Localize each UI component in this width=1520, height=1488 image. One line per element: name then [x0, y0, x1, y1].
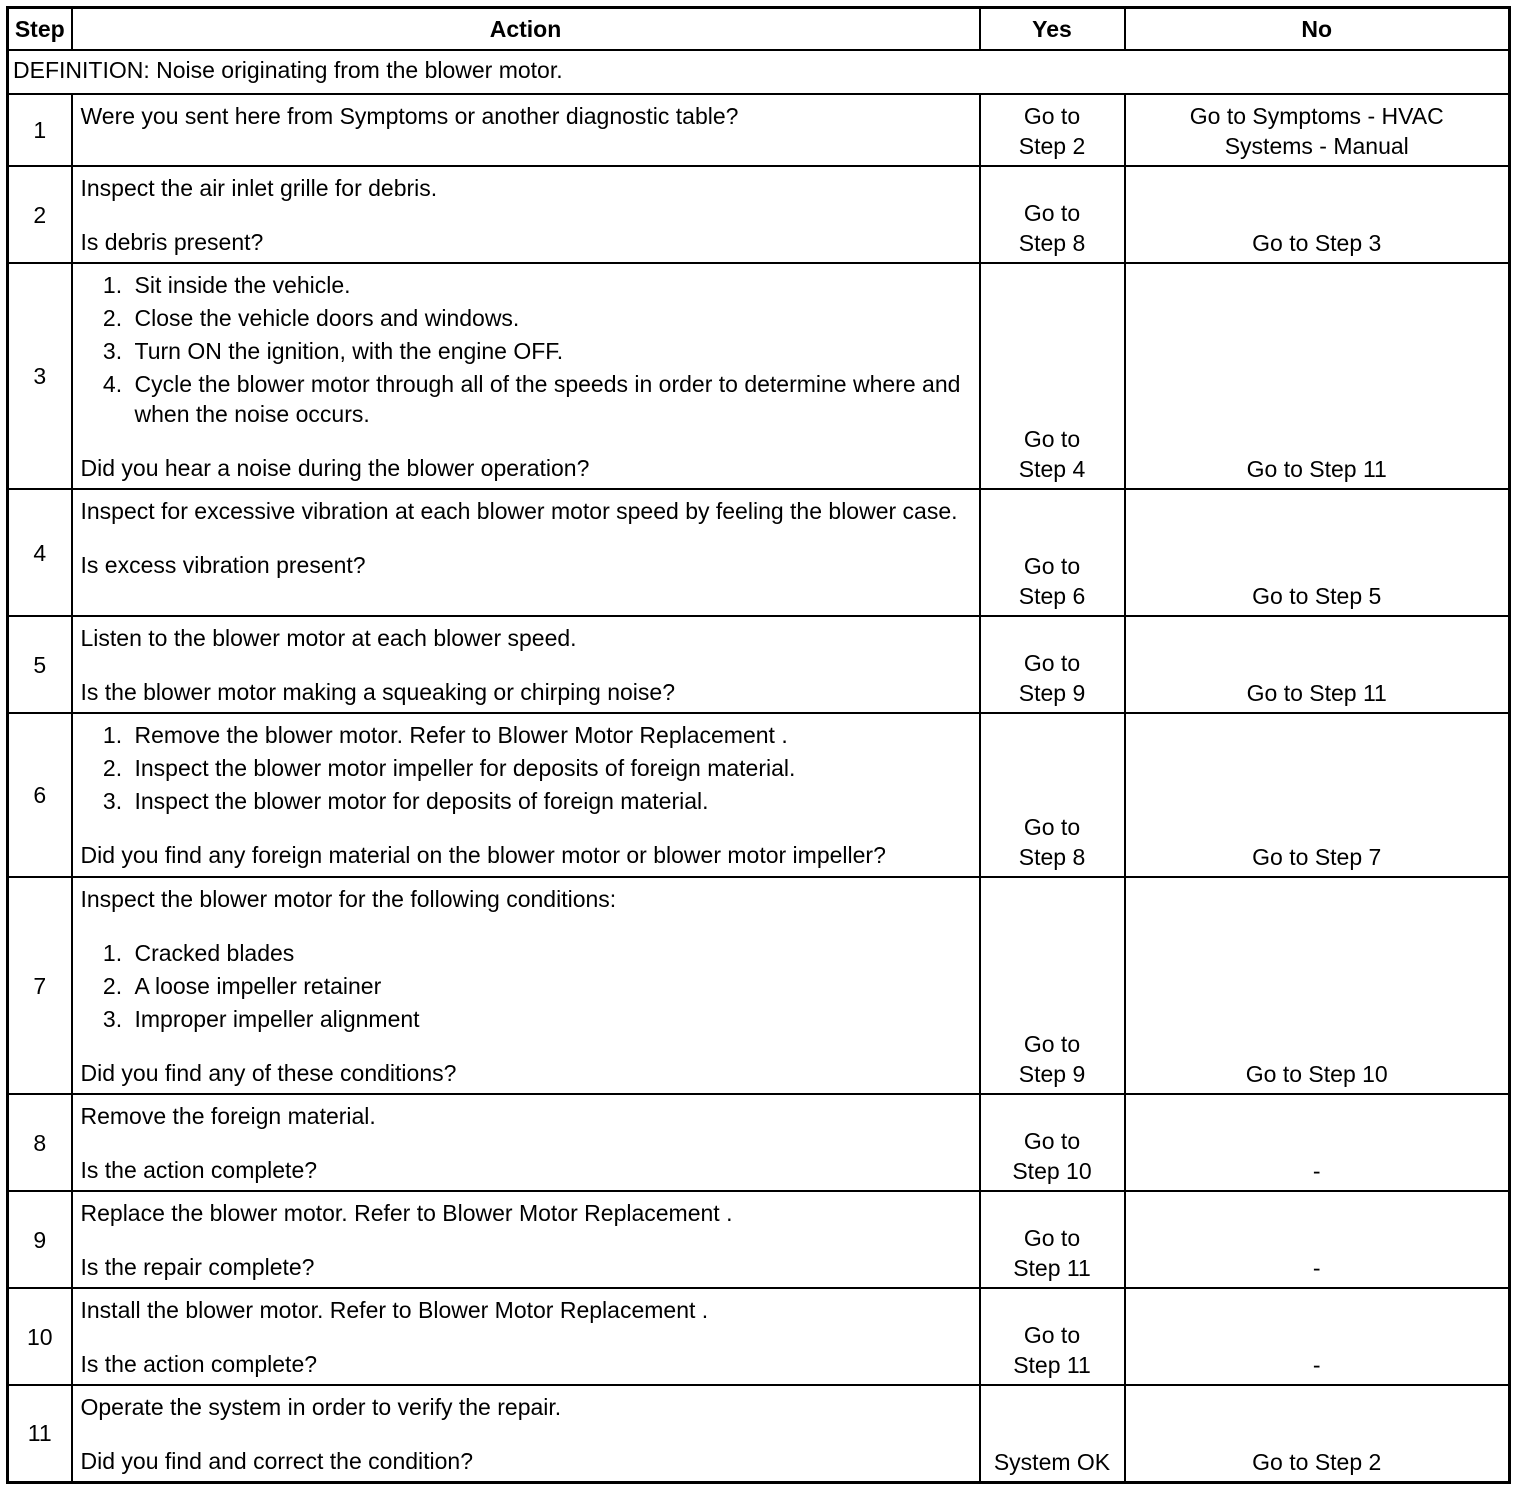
action-cell — [72, 1288, 980, 1385]
step-number: 3 — [8, 263, 72, 489]
diagnostic-table — [6, 6, 1511, 1484]
step-number: 7 — [8, 877, 72, 1094]
action-question: Did you hear a noise during the blower operation? — [80, 455, 590, 481]
action-step-item: 3. Inspect the blower motor for deposits of foreign material. — [129, 786, 971, 816]
table-row — [8, 263, 1510, 489]
yes-cell — [980, 263, 1125, 489]
header-row — [8, 8, 1510, 51]
header-yes: Yes — [980, 8, 1125, 51]
action-question: Is the action complete? — [80, 1157, 318, 1183]
yes-text: Go to — [1023, 553, 1081, 579]
action-question: Is the blower motor making a squeaking or chirping noise? — [80, 679, 675, 705]
action-intro: Inspect for excessive vibration at each blower motor speed by feeling the blower case. — [80, 498, 958, 524]
step-number: 5 — [8, 616, 72, 713]
definition-text: DEFINITION: Noise originating from the blower motor. — [8, 50, 1510, 94]
table-row — [8, 713, 1510, 877]
no-text: Go to Symptoms - HVAC — [1189, 103, 1444, 129]
yes-text: Go to — [1023, 1031, 1081, 1057]
action-steps-list — [81, 720, 971, 816]
no-cell — [1125, 616, 1510, 713]
action-cell — [72, 616, 980, 713]
no-text: Go to Step 2 — [1252, 1448, 1382, 1475]
no-cell — [1125, 166, 1510, 263]
action-cell — [72, 877, 980, 1094]
action-cell — [72, 1191, 980, 1288]
no-text: Go to Step 7 — [1252, 844, 1382, 870]
table-row — [8, 877, 1510, 1094]
yes-cell — [980, 1288, 1125, 1385]
yes-text: Go to — [1023, 1128, 1081, 1154]
action-question: Did you find and correct the condition? — [80, 1448, 474, 1474]
action-question: Is the action complete? — [80, 1351, 318, 1377]
action-step-item: 2. Inspect the blower motor impeller for deposits of foreign material. — [129, 753, 971, 783]
no-text: Go to Step 5 — [1252, 583, 1382, 609]
yes-text: Go to — [1023, 814, 1081, 840]
action-steps-list — [81, 270, 971, 429]
action-step-item: 2. A loose impeller retainer — [129, 971, 971, 1001]
step-number: 10 — [8, 1288, 72, 1385]
action-intro: Operate the system in order to verify the repair. — [80, 1394, 562, 1420]
yes-text: System OK — [993, 1448, 1111, 1475]
table-row — [8, 1288, 1510, 1385]
action-cell — [72, 713, 980, 877]
no-cell — [1125, 489, 1510, 616]
header-step: Step — [8, 8, 72, 51]
definition-row — [8, 50, 1510, 94]
action-step-item: 1. Remove the blower motor. Refer to Blower Motor Replacement . — [129, 720, 971, 750]
no-text: - — [1312, 1255, 1321, 1281]
yes-cell — [980, 1191, 1125, 1288]
no-cell — [1125, 263, 1510, 489]
table-row — [8, 94, 1510, 166]
no-text: - — [1312, 1158, 1321, 1184]
action-intro: Install the blower motor. Refer to Blower Motor Replacement . — [80, 1297, 709, 1323]
action-question: Is the repair complete? — [80, 1254, 315, 1280]
yes-text: Go to — [1023, 1322, 1081, 1348]
action-step-item: 4. Cycle the blower motor through all of the speeds in order to determine where and when the noise occurs. — [129, 369, 971, 429]
step-number: 4 — [8, 489, 72, 616]
action-question: Is excess vibration present? — [80, 552, 366, 578]
table-row — [8, 1385, 1510, 1482]
yes-cell — [980, 489, 1125, 616]
action-cell — [72, 94, 980, 166]
step-number: 9 — [8, 1191, 72, 1288]
action-intro: Listen to the blower motor at each blower speed. — [80, 625, 577, 651]
no-text: Go to Step 11 — [1246, 680, 1387, 706]
no-cell — [1125, 1385, 1510, 1482]
step-number: 6 — [8, 713, 72, 877]
yes-text: Step 9 — [1018, 1061, 1086, 1087]
table-row — [8, 166, 1510, 263]
no-cell — [1125, 94, 1510, 166]
yes-cell — [980, 1094, 1125, 1191]
yes-text: Go to — [1023, 1225, 1081, 1251]
table-row — [8, 489, 1510, 616]
yes-text: Go to — [1023, 103, 1081, 129]
yes-cell — [980, 1385, 1125, 1482]
action-question: Did you find any of these conditions? — [80, 1060, 457, 1086]
action-question: Is debris present? — [80, 229, 264, 255]
yes-text: Step 2 — [1018, 133, 1086, 159]
yes-text: Step 9 — [1018, 680, 1086, 706]
action-step-item: 2. Close the vehicle doors and windows. — [129, 303, 971, 333]
yes-cell — [980, 166, 1125, 263]
no-text: Go to Step 10 — [1245, 1061, 1388, 1087]
action-intro: Replace the blower motor. Refer to Blower Motor Replacement . — [80, 1200, 733, 1226]
yes-text: Step 8 — [1018, 230, 1086, 256]
no-cell — [1125, 877, 1510, 1094]
step-number: 8 — [8, 1094, 72, 1191]
table-row — [8, 1191, 1510, 1288]
action-intro: Inspect the blower motor for the following conditions: — [80, 886, 617, 912]
action-steps-list — [81, 938, 971, 1034]
yes-text: Step 11 — [1013, 1255, 1091, 1281]
action-step-item: 3. Improper impeller alignment — [129, 1004, 971, 1034]
header-no: No — [1125, 8, 1510, 51]
action-step-item: 3. Turn ON the ignition, with the engine OFF. — [129, 336, 971, 366]
yes-text: Step 11 — [1013, 1352, 1091, 1378]
yes-cell — [980, 616, 1125, 713]
no-text: Go to Step 11 — [1246, 456, 1387, 482]
action-cell — [72, 1385, 980, 1482]
action-question: Did you find any foreign material on the blower motor or blower motor impeller? — [80, 842, 886, 868]
action-cell — [72, 263, 980, 489]
step-number: 11 — [8, 1385, 72, 1482]
table-body — [8, 50, 1510, 1482]
yes-text: Go to — [1023, 426, 1081, 452]
no-cell — [1125, 1094, 1510, 1191]
yes-text: Go to — [1023, 650, 1081, 676]
no-text: Systems - Manual — [1224, 133, 1409, 159]
yes-cell — [980, 713, 1125, 877]
action-intro: Were you sent here from Symptoms or another diagnostic table? — [80, 103, 739, 129]
yes-text: Step 6 — [1018, 583, 1086, 609]
table-row — [8, 616, 1510, 713]
yes-cell — [980, 94, 1125, 166]
action-step-item: 1. Cracked blades — [129, 938, 971, 968]
header-action: Action — [72, 8, 980, 51]
action-intro: Inspect the air inlet grille for debris. — [80, 175, 438, 201]
yes-cell — [980, 877, 1125, 1094]
action-cell — [72, 166, 980, 263]
no-text: Go to Step 3 — [1252, 230, 1382, 256]
step-number: 2 — [8, 166, 72, 263]
action-intro: Remove the foreign material. — [80, 1103, 376, 1129]
yes-text: Go to — [1023, 200, 1081, 226]
yes-text: Step 8 — [1018, 844, 1086, 870]
no-cell — [1125, 1288, 1510, 1385]
step-number: 1 — [8, 94, 72, 166]
action-step-item: 1. Sit inside the vehicle. — [129, 270, 971, 300]
no-cell — [1125, 1191, 1510, 1288]
yes-text: Step 10 — [1012, 1158, 1092, 1184]
action-cell — [72, 489, 980, 616]
yes-text: Step 4 — [1018, 456, 1086, 482]
action-cell — [72, 1094, 980, 1191]
table-row — [8, 1094, 1510, 1191]
no-cell — [1125, 713, 1510, 877]
no-text: - — [1312, 1352, 1321, 1378]
